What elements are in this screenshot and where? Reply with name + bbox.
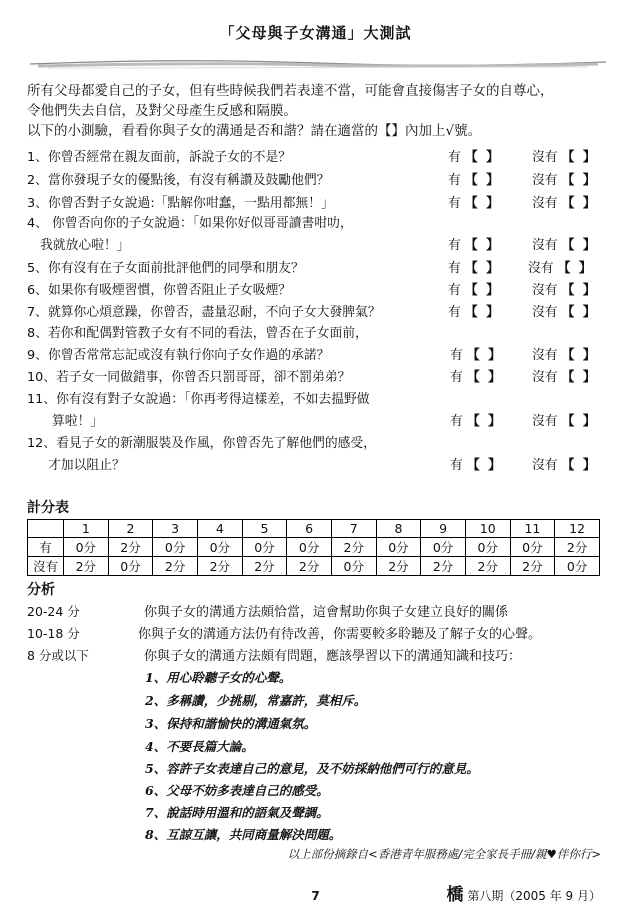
analysis-text-3: 你與子女的溝通方法頗有問題，應該學習以下的溝通知識和技巧： bbox=[144, 649, 522, 664]
score-cell: 0分 bbox=[510, 538, 555, 557]
score-cell: 2分 bbox=[421, 557, 466, 576]
score-cell: 2分 bbox=[465, 557, 510, 576]
tip-2: 2、多稱讚，少挑剔，常嘉許，莫相斥。 bbox=[145, 693, 367, 708]
answer-no-1[interactable]: 沒有 【 】 bbox=[532, 150, 598, 165]
intro-line-2: 令他們失去自信，及對父母產生反感和隔膜。 bbox=[27, 103, 297, 119]
score-row-label: 有 bbox=[28, 538, 64, 557]
analysis-text-2: 你與子女的溝通方法仍有待改善，你需要較多聆聽及了解子女的心聲。 bbox=[138, 627, 542, 642]
analysis-text-1: 你與子女的溝通方法頗恰當，這會幫助你與子女建立良好的關係 bbox=[144, 605, 509, 620]
question-5: 5、你有沒有在子女面前批評他們的同學和朋友？ bbox=[27, 261, 304, 276]
answer-no-9[interactable]: 沒有 【 】 bbox=[532, 348, 598, 363]
question-12-cont: 才加以阻止？ bbox=[48, 458, 125, 473]
question-4: 4、 你曾否向你的子女說過：「如果你好似哥哥讀書咁叻， bbox=[27, 216, 353, 231]
answer-no-4[interactable]: 沒有 【 】 bbox=[532, 238, 598, 253]
answer-no-3[interactable]: 沒有 【 】 bbox=[532, 196, 598, 211]
score-col-6: 6 bbox=[287, 520, 332, 538]
intro-line-3: 以下的小測驗，看看你與子女的溝通是否和諧？請在適當的【】內加上√號。 bbox=[27, 123, 482, 139]
score-row-label: 沒有 bbox=[28, 557, 64, 576]
score-cell: 2分 bbox=[153, 557, 198, 576]
score-col-5: 5 bbox=[242, 520, 287, 538]
answer-yes-9[interactable]: 有 【 】 bbox=[450, 348, 503, 363]
question-3: 3、你曾否對子女說過:「點解你咁蠢，一點用都無！」 bbox=[27, 196, 334, 211]
score-col-3: 3 bbox=[153, 520, 198, 538]
score-cell: 0分 bbox=[465, 538, 510, 557]
answer-yes-10[interactable]: 有 【 】 bbox=[450, 370, 503, 385]
score-cell: 2分 bbox=[555, 538, 600, 557]
tip-3: 3、保持和諧愉快的溝通氣氛。 bbox=[145, 716, 317, 731]
score-row-no bbox=[28, 557, 600, 576]
question-1: 1、你曾否經常在親友面前，訴說子女的不是？ bbox=[27, 150, 292, 165]
answer-no-5[interactable]: 沒有 【 】 bbox=[528, 261, 594, 276]
tip-1: 1、用心聆聽子女的心聲。 bbox=[145, 670, 292, 685]
score-cell: 0分 bbox=[555, 557, 600, 576]
question-9: 9、你曾否常常忘記或沒有執行你向子女作過的承諾？ bbox=[27, 348, 330, 363]
score-cell: 2分 bbox=[242, 557, 287, 576]
analysis-range-1: 20-24 分 bbox=[27, 604, 80, 619]
score-cell: 0分 bbox=[421, 538, 466, 557]
issue-label: 第八期（2005 年 9 月） bbox=[467, 889, 601, 903]
answer-yes-5[interactable]: 有 【 】 bbox=[448, 261, 501, 276]
score-row-yes bbox=[28, 538, 600, 557]
page-title: 「父母與子女溝通」大測試 bbox=[219, 24, 412, 42]
score-cell: 0分 bbox=[287, 538, 332, 557]
score-cell: 2分 bbox=[376, 557, 421, 576]
answer-no-12[interactable]: 沒有 【 】 bbox=[532, 458, 598, 473]
score-table-corner bbox=[28, 520, 64, 538]
score-cell: 2分 bbox=[108, 538, 153, 557]
score-cell: 0分 bbox=[108, 557, 153, 576]
score-col-10: 10 bbox=[465, 520, 510, 538]
intro-line-1: 所有父母都愛自己的子女，但有些時候我們若表達不當，可能會直接傷害子女的自尊心， bbox=[27, 83, 554, 99]
analysis-range-2: 10-18 分 bbox=[27, 626, 80, 641]
analysis-range-3: 8 分或以下 bbox=[27, 648, 89, 663]
analysis-heading: 分析 bbox=[27, 582, 55, 598]
question-2: 2、當你發現子女的優點後，有沒有稱讚及鼓勵他們？ bbox=[27, 173, 330, 188]
answer-no-7[interactable]: 沒有 【 】 bbox=[532, 305, 598, 320]
answer-yes-7[interactable]: 有 【 】 bbox=[448, 305, 501, 320]
score-col-11: 11 bbox=[510, 520, 555, 538]
score-col-2: 2 bbox=[108, 520, 153, 538]
score-table-header-row bbox=[28, 520, 600, 538]
source-citation: 以上部份摘錄自<香港青年服務處/完全家長手冊/親♥伴你行> bbox=[287, 847, 601, 861]
score-cell: 2分 bbox=[197, 557, 242, 576]
answer-no-11[interactable]: 沒有 【 】 bbox=[532, 414, 598, 429]
score-col-1: 1 bbox=[64, 520, 109, 538]
tip-5: 5、容許子女表達自己的意見，及不妨採納他們可行的意見。 bbox=[145, 761, 479, 776]
score-cell: 0分 bbox=[331, 557, 376, 576]
score-col-12: 12 bbox=[555, 520, 600, 538]
issue-footer bbox=[447, 880, 601, 905]
score-col-8: 8 bbox=[376, 520, 421, 538]
question-12: 12、看見子女的新潮服裝及作風，你曾否先了解他們的感受， bbox=[27, 436, 377, 451]
score-col-7: 7 bbox=[331, 520, 376, 538]
answer-yes-6[interactable]: 有 【 】 bbox=[448, 283, 501, 298]
answer-yes-3[interactable]: 有 【 】 bbox=[448, 196, 501, 211]
score-cell: 0分 bbox=[376, 538, 421, 557]
tip-4: 4、不要長篇大論。 bbox=[145, 739, 254, 754]
question-11-cont: 算啦！」 bbox=[52, 414, 104, 429]
score-cell: 0分 bbox=[153, 538, 198, 557]
decorative-divider bbox=[28, 56, 608, 72]
bridge-logo: 橋 bbox=[446, 885, 464, 905]
score-col-9: 9 bbox=[421, 520, 466, 538]
question-10: 10、若子女一同做錯事，你曾否只罰哥哥，卻不罰弟弟？ bbox=[27, 370, 351, 385]
score-table bbox=[27, 519, 600, 576]
score-cell: 2分 bbox=[64, 557, 109, 576]
question-4-cont: 我就放心啦！」 bbox=[40, 238, 130, 253]
score-cell: 0分 bbox=[242, 538, 287, 557]
question-7: 7、就算你心煩意躁，你曾否，盡量忍耐，不向子女大發脾氣？ bbox=[27, 305, 381, 320]
answer-no-10[interactable]: 沒有 【 】 bbox=[532, 370, 598, 385]
question-6: 6、如果你有吸煙習慣，你曾否阻止子女吸煙？ bbox=[27, 283, 292, 298]
tip-6: 6、父母不妨多表達自己的感受。 bbox=[145, 783, 329, 798]
score-table-heading: 計分表 bbox=[27, 500, 69, 516]
answer-yes-1[interactable]: 有 【 】 bbox=[448, 150, 501, 165]
tip-8: 8、互諒互讓，共同商量解決問題。 bbox=[145, 827, 342, 842]
score-cell: 2分 bbox=[287, 557, 332, 576]
question-11: 11、你有沒有對子女說過：「你再考得這樣差，不如去揾野做 bbox=[27, 392, 370, 407]
answer-yes-2[interactable]: 有 【 】 bbox=[448, 173, 501, 188]
score-cell: 0分 bbox=[64, 538, 109, 557]
answer-yes-12[interactable]: 有 【 】 bbox=[450, 458, 503, 473]
score-cell: 2分 bbox=[510, 557, 555, 576]
answer-no-2[interactable]: 沒有 【 】 bbox=[532, 173, 598, 188]
page-number: 7 bbox=[311, 889, 320, 903]
score-col-4: 4 bbox=[197, 520, 242, 538]
answer-no-6[interactable]: 沒有 【 】 bbox=[532, 283, 598, 298]
score-cell: 0分 bbox=[197, 538, 242, 557]
answer-yes-11[interactable]: 有 【 】 bbox=[450, 414, 503, 429]
score-cell: 2分 bbox=[331, 538, 376, 557]
question-8: 8、若你和配偶對管教子女有不同的看法，曾否在子女面前， bbox=[27, 326, 368, 341]
answer-yes-4[interactable]: 有 【 】 bbox=[448, 238, 501, 253]
tip-7: 7、說話時用溫和的語氣及聲調。 bbox=[145, 805, 329, 820]
